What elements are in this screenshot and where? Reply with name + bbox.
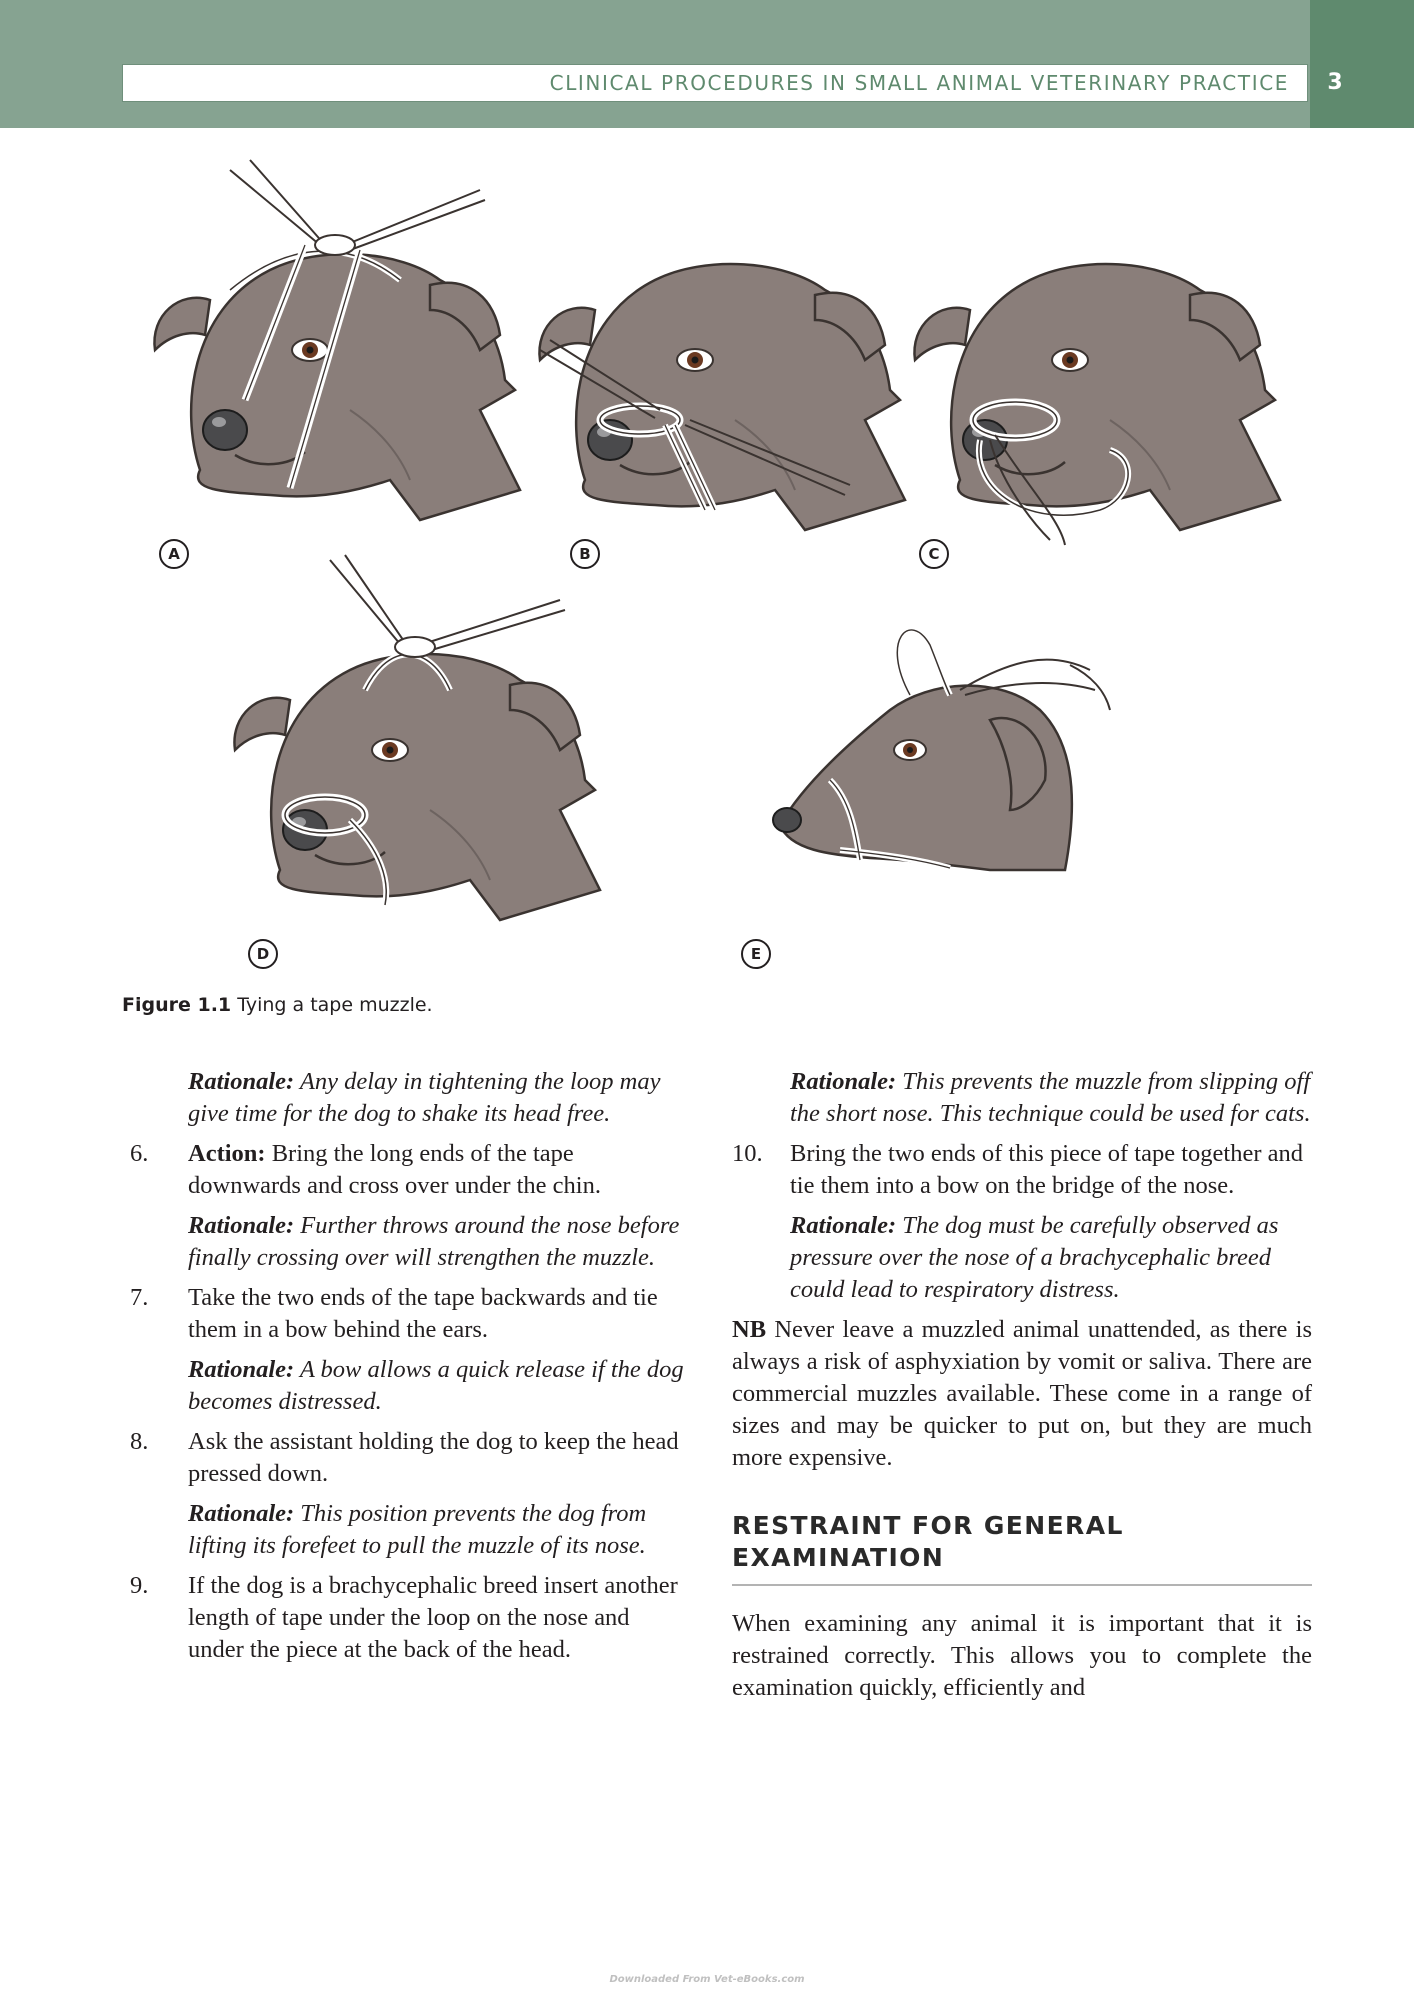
rationale-text: Further throws around the nose before finally crossing over will strengthen the muzzle.	[188, 1212, 680, 1271]
running-title: CLINICAL PROCEDURES IN SMALL ANIMAL VETERINARY PRACTICE	[549, 71, 1289, 95]
panel-label-c: C	[919, 539, 949, 569]
left-column	[130, 1066, 690, 1674]
step-number: 6.	[130, 1140, 149, 1167]
rationale-label: Rationale:	[790, 1068, 897, 1095]
rationale-label: Rationale:	[790, 1212, 897, 1239]
step-number: 9.	[130, 1572, 149, 1599]
step-9	[130, 1570, 690, 1666]
page-number: 3	[1327, 70, 1343, 95]
step-text: Take the two ends of the tape backwards and tie them in a bow behind the ears.	[188, 1284, 658, 1343]
step-7	[130, 1282, 690, 1346]
panel-a-drawing	[154, 160, 520, 520]
rationale-label: Rationale:	[188, 1500, 295, 1527]
step-8	[130, 1426, 690, 1490]
watermark: Downloaded From Vet-eBooks.com	[609, 1974, 805, 1985]
rationale-9	[790, 1066, 1312, 1130]
page-tab	[1310, 0, 1414, 128]
step-10	[732, 1138, 1312, 1202]
section-paragraph: When examining any animal it is important that it is restrained correctly. This allows you to complete the examination quickly, efficiently and	[732, 1610, 1312, 1701]
panel-d-drawing	[234, 555, 600, 920]
panel-b-drawing	[539, 264, 905, 530]
step-6	[130, 1138, 690, 1202]
nb-label: NB	[732, 1316, 767, 1343]
muzzle-drawings	[0, 150, 1414, 990]
rationale-text: A bow allows a quick release if the dog becomes distressed.	[188, 1356, 684, 1415]
panel-label-e: E	[741, 939, 771, 969]
rationale-text: This prevents the muzzle from slipping off the short nose. This technique could be used for cats.	[790, 1068, 1311, 1127]
step-text: Bring the two ends of this piece of tape together and tie them into a bow on the bridge of the nose.	[790, 1140, 1303, 1199]
right-column	[732, 1066, 1312, 1704]
panel-c-drawing	[914, 264, 1280, 545]
step-number: 8.	[130, 1428, 149, 1455]
section-heading: RESTRAINT FOR GENERAL EXAMINATION	[732, 1510, 1312, 1586]
panel-e-drawing	[773, 630, 1110, 870]
rationale-10	[790, 1210, 1312, 1306]
rationale-5	[188, 1066, 690, 1130]
step-text: Bring the long ends of the tape downwards and cross over under the chin.	[188, 1140, 601, 1199]
panel-label-a: A	[159, 539, 189, 569]
step-text: Ask the assistant holding the dog to keep the head pressed down.	[188, 1428, 679, 1487]
running-head-box	[122, 64, 1308, 102]
panel-label-d: D	[248, 939, 278, 969]
rationale-8	[188, 1498, 690, 1562]
rationale-text: This position prevents the dog from lifting its forefeet to pull the muzzle of its nose.	[188, 1500, 647, 1559]
rationale-text: The dog must be carefully observed as pressure over the nose of a brachycephalic breed could lead to respiratory distress.	[790, 1212, 1279, 1303]
action-label: Action:	[188, 1140, 266, 1167]
step-number: 10.	[732, 1140, 763, 1167]
rationale-7	[188, 1354, 690, 1418]
figure-muzzle-illustration	[0, 150, 1414, 990]
step-number: 7.	[130, 1284, 149, 1311]
nb-text: Never leave a muzzled animal unattended, as there is always a risk of asphyxiation by vomit or saliva. There are commercial muzzles available. These come in a range of sizes and may be quicker to put on, but they are much more expensive.	[732, 1316, 1313, 1471]
step-text: If the dog is a brachycephalic breed insert another length of tape under the loop on the nose and under the piece at the back of the head.	[188, 1572, 678, 1663]
figure-caption	[122, 994, 433, 1016]
rationale-label: Rationale:	[188, 1068, 295, 1095]
rationale-label: Rationale:	[188, 1212, 295, 1239]
panel-label-b: B	[570, 539, 600, 569]
figure-caption-text: Tying a tape muzzle.	[237, 994, 433, 1016]
figure-number: Figure 1.1	[122, 994, 232, 1016]
rationale-label: Rationale:	[188, 1356, 295, 1383]
nb-paragraph	[732, 1314, 1312, 1474]
rationale-text: Any delay in tightening the loop may give time for the dog to shake its head free.	[188, 1068, 661, 1127]
rationale-6	[188, 1210, 690, 1274]
